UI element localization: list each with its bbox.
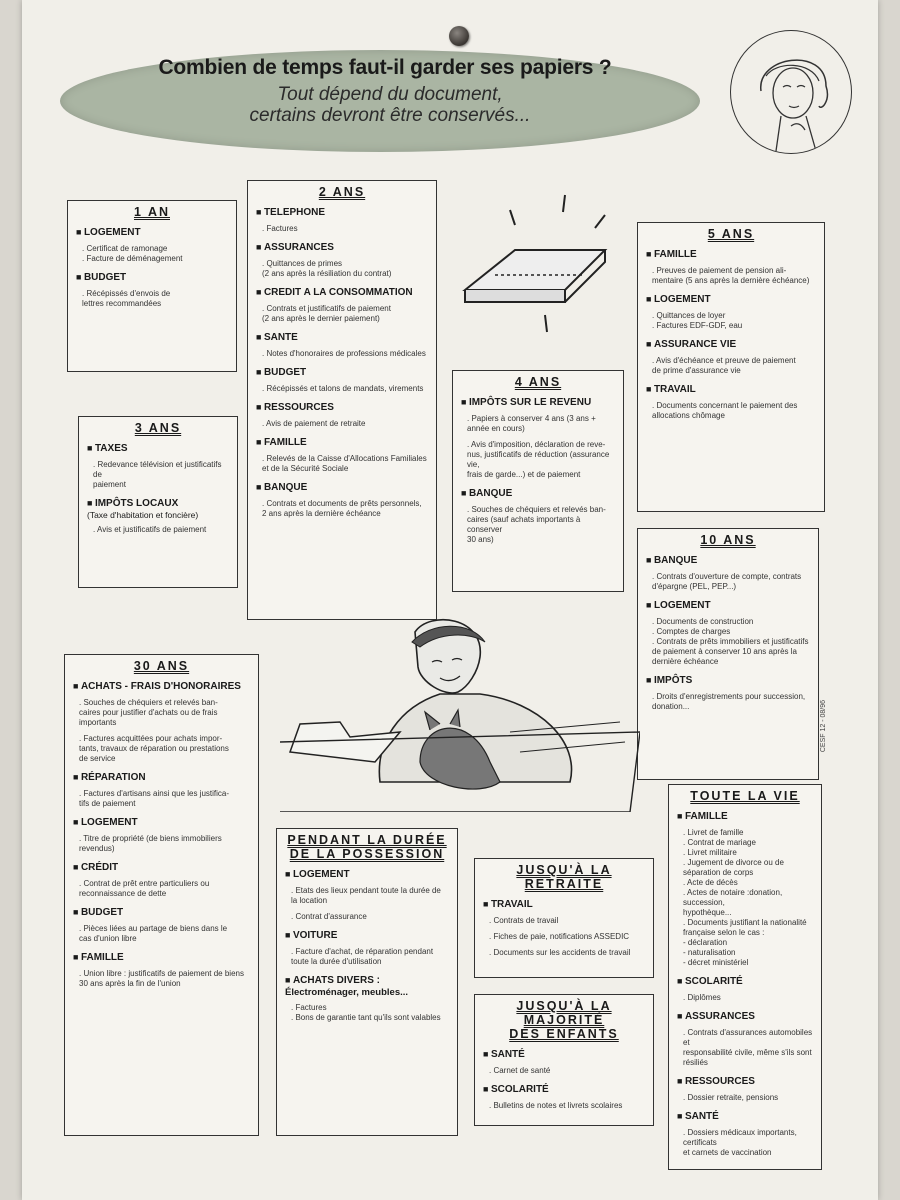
section-heading: ■ TAXES [87, 442, 229, 455]
section-items [256, 349, 428, 359]
document-item: . Carnet de santé [489, 1066, 551, 1075]
document-item: . Certificat de ramonage [82, 244, 168, 253]
woman-thinking-illustration [730, 30, 852, 154]
box-title-line: PENDANT LA DURÉE [287, 833, 447, 847]
document-item: . Contrats de travail [489, 916, 559, 925]
section-items [677, 1093, 813, 1103]
document-item: . Récépissés et talons de mandats, virements [262, 384, 424, 393]
document-item: caires (sauf achats importants à conserver [467, 515, 581, 534]
section-items [646, 401, 816, 421]
document-item: française selon le cas : [683, 928, 765, 937]
document-item: reconnaissance de dette [79, 889, 167, 898]
box-title-line: DE LA POSSESSION [289, 847, 445, 861]
document-item: . Livret militaire [683, 848, 737, 857]
document-item: . Avis d'échéance et preuve de paiement [652, 356, 796, 365]
document-item: (2 ans après le dernier paiement) [262, 314, 380, 323]
box-title-line: DES ENFANTS [509, 1027, 619, 1041]
section-items [73, 789, 250, 809]
document-item: lettres recommandées [82, 299, 162, 308]
document-item: 30 ans) [467, 535, 494, 544]
section-items [483, 916, 645, 958]
document-item: . Diplômes [683, 993, 721, 1002]
box-30-ans [64, 654, 259, 1136]
document-item: . Documents de construction [652, 617, 754, 626]
section-heading: ■ CREDIT A LA CONSOMMATION [256, 286, 428, 299]
document-item: et de la Sécurité Sociale [262, 464, 349, 473]
section-items [73, 698, 250, 764]
section-items [256, 384, 428, 394]
section-subheading: (Taxe d'habitation et foncière) [87, 510, 199, 520]
section-items [461, 414, 615, 480]
box-title: JUSQU'À LA RETRAITE [516, 863, 612, 891]
document-item: . Quittances de primes [262, 259, 343, 268]
document-item: . Dossiers médicaux importants, certificats [683, 1128, 797, 1147]
section-items [73, 834, 250, 854]
page-title: Combien de temps faut-il garder ses papiers ? [158, 56, 612, 79]
section-heading: ■ TRAVAIL [646, 383, 816, 396]
pushpin [449, 26, 469, 46]
section-items [76, 244, 228, 264]
section-heading: ■ FAMILLE [646, 248, 816, 261]
section-items [87, 460, 229, 490]
box-title: 1 AN [133, 205, 170, 219]
section-items [87, 525, 229, 535]
document-item: revendus) [79, 844, 115, 853]
section-items [256, 224, 428, 234]
section-heading: ■ SCOLARITÉ [677, 975, 813, 988]
document-item: caires pour justifier d'achats ou de frais [79, 708, 218, 717]
document-item: . Factures acquittées pour achats impor- [79, 734, 223, 743]
section-heading: ■ SANTÉ [677, 1110, 813, 1123]
section-heading: ■ BUDGET [76, 271, 228, 284]
document-item: d'épargne (PEL, PEP...) [652, 582, 737, 591]
document-item: . Avis d'imposition, déclaration de reve- [467, 440, 606, 449]
document-item: . Facture de déménagement [82, 254, 183, 263]
document-item: . Quittances de loyer [652, 311, 726, 320]
document-item: . Souches de chéquiers et relevés ban- [79, 698, 218, 707]
document-item: . Actes de notaire :donation, succession, [683, 888, 783, 907]
section-heading: ■ FAMILLE [677, 810, 813, 823]
section-items [646, 311, 816, 331]
document-item: . Etats des lieux pendant toute la durée de [291, 886, 441, 895]
box-possession [276, 828, 458, 1136]
page-subtitle [150, 84, 630, 126]
section-items [646, 572, 810, 592]
section-heading: ■ FAMILLE [73, 951, 250, 964]
section-heading: ■ RÉPARATION [73, 771, 250, 784]
box-title: 4 ANS [514, 375, 562, 389]
document-item: . Documents concernant le paiement des [652, 401, 798, 410]
box-toute-la-vie [668, 784, 822, 1170]
document-item: responsabilité civile, même s'ils sont résiliés [683, 1048, 812, 1067]
box-3-ans [78, 416, 238, 588]
document-item: . Notes d'honoraires de professions médicales [262, 349, 426, 358]
document-item: . Factures [291, 1003, 327, 1012]
section-items [483, 1066, 645, 1076]
document-item: hypothèque... [683, 908, 732, 917]
document-item: . Dossier retraite, pensions [683, 1093, 779, 1102]
section-heading: ■ RESSOURCES [256, 401, 428, 414]
box-title: 10 ANS [700, 533, 756, 547]
document-item: . Bons de garantie tant qu'ils sont valables [291, 1013, 441, 1022]
box-1-an [67, 200, 237, 372]
section-items [677, 828, 813, 968]
box-10-ans [637, 528, 819, 780]
section-items [677, 993, 813, 1003]
document-item: . Redevance télévision et justificatifs de [93, 460, 222, 479]
section-heading: ■ BANQUE [461, 487, 615, 500]
box-2-ans [247, 180, 437, 620]
section-heading: ■ SCOLARITÉ [483, 1083, 645, 1096]
section-heading: ■ TRAVAIL [483, 898, 645, 911]
document-item: . Contrats et justificatifs de paiement [262, 304, 391, 313]
document-item: . Documents justifiant la nationalité [683, 918, 807, 927]
box-title-line: JUSQU'À LA MAJORITÉ [516, 999, 612, 1027]
subtitle-line-1: Tout dépend du document, [277, 84, 503, 105]
document-item: 30 ans après la fin de l'union [79, 979, 181, 988]
section-items [483, 1101, 645, 1111]
box-title: 3 ANS [134, 421, 182, 435]
document-item: . Contrats et documents de prêts personnels, [262, 499, 422, 508]
document-item: 2 ans après la dernière échéance [262, 509, 381, 518]
section-subheading: Électroménager, meubles... [285, 987, 409, 998]
document-item: tants, travaux de réparation ou prestations [79, 744, 229, 753]
document-item: et carnets de vaccination [683, 1148, 772, 1157]
section-items [646, 617, 810, 667]
box-title: 5 ANS [707, 227, 755, 241]
document-item: . Récépissés d'envois de [82, 289, 171, 298]
document-item: donation... [652, 702, 690, 711]
document-item: paiement [93, 480, 126, 489]
section-items [285, 886, 449, 922]
box-title [483, 999, 645, 1041]
document-item: . Droits d'enregistrements pour succession, [652, 692, 806, 701]
document-item: . Avis de paiement de retraite [262, 419, 366, 428]
box-title: TOUTE LA VIE [690, 789, 800, 803]
document-item: . Contrats de prêts immobiliers et justificatifs [652, 637, 809, 646]
section-heading: ■ BANQUE [256, 481, 428, 494]
section-heading: ■ BUDGET [73, 906, 250, 919]
document-item: nus, justificatifs de réduction (assurance vie, [467, 450, 610, 469]
document-item: . Souches de chéquiers et relevés ban- [467, 505, 606, 514]
document-item: de paiement à conserver 10 ans après la [652, 647, 797, 656]
section-items [677, 1128, 813, 1158]
document-item: . Acte de décès [683, 878, 738, 887]
box-title [285, 833, 449, 861]
section-heading: ■ TELEPHONE [256, 206, 428, 219]
section-items [256, 454, 428, 474]
document-item: . Facture d'achat, de réparation pendant [291, 947, 434, 956]
document-item: . Pièces liées au partage de biens dans le [79, 924, 228, 933]
document-item: . Titre de propriété (de biens immobiliers [79, 834, 222, 843]
document-item: . Factures [262, 224, 298, 233]
document-item: tifs de paiement [79, 799, 136, 808]
document-item: . Factures EDF-GDF, eau [652, 321, 743, 330]
document-item: toute la durée d'utilisation [291, 957, 382, 966]
man-with-cat-illustration [280, 612, 640, 812]
section-heading: ■ ASSURANCES [256, 241, 428, 254]
section-heading: ■ SANTE [256, 331, 428, 344]
document-item: . Papiers à conserver 4 ans (3 ans + [467, 414, 596, 423]
document-item: . Union libre : justificatifs de paiement de biens [79, 969, 244, 978]
section-heading: ■ IMPÔTS LOCAUX [87, 497, 229, 510]
document-item: . Contrats d'ouverture de compte, contrats [652, 572, 802, 581]
section-heading: ■ ASSURANCES [677, 1010, 813, 1023]
section-items [256, 259, 428, 279]
section-heading: ■ ACHATS - FRAIS D'HONORAIRES [73, 680, 250, 693]
document-item: . Jugement de divorce ou de séparation de corps [683, 858, 784, 877]
document-item: allocations chômage [652, 411, 725, 420]
section-items [646, 692, 810, 712]
section-items [73, 969, 250, 989]
document-item: . Preuves de paiement de pension ali- [652, 266, 787, 275]
section-heading: ■ IMPÔTS SUR LE REVENU [461, 396, 615, 409]
box-4-ans [452, 370, 624, 592]
section-items [76, 289, 228, 309]
document-item: . Livret de famille [683, 828, 744, 837]
section-heading: ■ SANTÉ [483, 1048, 645, 1061]
section-heading: ■ FAMILLE [256, 436, 428, 449]
document-item: la location [291, 896, 328, 905]
box-title: 30 ANS [133, 659, 190, 673]
document-item: année en cours) [467, 424, 525, 433]
section-items [677, 1028, 813, 1068]
section-items [646, 266, 816, 286]
document-item: de service [79, 754, 116, 763]
section-items [256, 419, 428, 429]
section-heading: ■ LOGEMENT [285, 868, 449, 881]
section-heading: ■ CRÉDIT [73, 861, 250, 874]
document-item: dernière échéance [652, 657, 719, 666]
section-items [73, 924, 250, 944]
section-items [285, 947, 449, 967]
document-item: . Bulletins de notes et livrets scolaires [489, 1101, 623, 1110]
document-item: . Contrat d'assurance [291, 912, 367, 921]
section-heading: ■ LOGEMENT [646, 293, 816, 306]
document-item: . Avis et justificatifs de paiement [93, 525, 207, 534]
document-item: . Factures d'artisans ainsi que les justifica- [79, 789, 230, 798]
section-heading: ■ ACHATS DIVERS : [285, 974, 449, 987]
document-item: . Contrat de prêt entre particuliers ou [79, 879, 210, 888]
document-item: . Contrats d'assurances automobiles et [683, 1028, 813, 1047]
reference-code: CESF 12 - 08/96 [820, 700, 827, 753]
box-majorite [474, 994, 654, 1126]
section-heading: ■ BANQUE [646, 554, 810, 567]
section-heading: ■ BUDGET [256, 366, 428, 379]
section-heading: ■ LOGEMENT [646, 599, 810, 612]
document-item: cas d'union libre [79, 934, 137, 943]
subtitle-line-2: certains devront être conservés... [249, 105, 531, 126]
document-item: frais de garde...) et de paiement [467, 470, 581, 479]
document-item: - déclaration [683, 938, 728, 947]
box-retraite [474, 858, 654, 978]
document-item: . Contrat de mariage [683, 838, 756, 847]
section-items [461, 505, 615, 545]
section-items [256, 499, 428, 519]
section-heading: ■ IMPÔTS [646, 674, 810, 687]
section-items [285, 1003, 449, 1023]
wallet-illustration [455, 190, 625, 340]
document-item: importants [79, 718, 117, 727]
section-heading: ■ RESSOURCES [677, 1075, 813, 1088]
document-item: . Fiches de paie, notifications ASSEDIC [489, 932, 630, 941]
document-item: - décret ministériel [683, 958, 749, 967]
section-items [73, 879, 250, 899]
document-item: . Relevés de la Caisse d'Allocations Familiales [262, 454, 427, 463]
document-item: . Comptes de charges [652, 627, 731, 636]
box-title: 2 ANS [318, 185, 366, 199]
section-heading: ■ LOGEMENT [76, 226, 228, 239]
section-heading: ■ LOGEMENT [73, 816, 250, 829]
document-item: de prime d'assurance vie [652, 366, 741, 375]
section-heading: ■ ASSURANCE VIE [646, 338, 816, 351]
document-item: mentaire (5 ans après la dernière échéance) [652, 276, 810, 285]
section-items [646, 356, 816, 376]
document-item: . Documents sur les accidents de travail [489, 948, 631, 957]
document-item: (2 ans après la résiliation du contrat) [262, 269, 392, 278]
document-item: - naturalisation [683, 948, 736, 957]
section-items [256, 304, 428, 324]
box-5-ans [637, 222, 825, 512]
section-heading: ■ VOITURE [285, 929, 449, 942]
